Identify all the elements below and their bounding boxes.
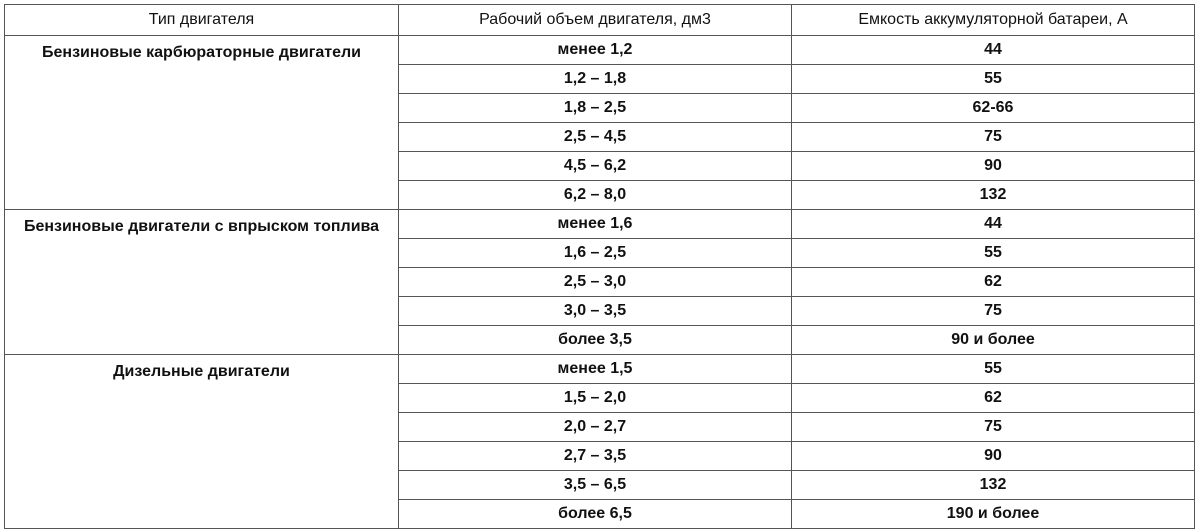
capacity-cell: 75 bbox=[792, 123, 1195, 152]
volume-cell: 2,0 – 2,7 bbox=[399, 413, 792, 442]
volume-cell: менее 1,5 bbox=[399, 355, 792, 384]
volume-cell: 6,2 – 8,0 bbox=[399, 181, 792, 210]
header-engine-volume: Рабочий объем двигателя, дм3 bbox=[399, 5, 792, 36]
volume-cell: 1,5 – 2,0 bbox=[399, 384, 792, 413]
capacity-cell: 90 bbox=[792, 152, 1195, 181]
capacity-cell: 90 bbox=[792, 442, 1195, 471]
engine-type-label: Бензиновые карбюраторные двигатели bbox=[42, 44, 361, 61]
volume-cell: менее 1,6 bbox=[399, 210, 792, 239]
battery-capacity-table bbox=[4, 4, 1195, 529]
volume-cell: 1,2 – 1,8 bbox=[399, 65, 792, 94]
volume-cell: 4,5 – 6,2 bbox=[399, 152, 792, 181]
header-engine-type: Тип двигателя bbox=[5, 5, 399, 36]
capacity-cell: 75 bbox=[792, 297, 1195, 326]
engine-type-label: Дизельные двигатели bbox=[113, 363, 290, 380]
volume-cell: 3,0 – 3,5 bbox=[399, 297, 792, 326]
header-row bbox=[5, 5, 1195, 36]
volume-cell: более 3,5 bbox=[399, 326, 792, 355]
capacity-cell: 44 bbox=[792, 36, 1195, 65]
table-row bbox=[5, 355, 1195, 384]
capacity-cell: 44 bbox=[792, 210, 1195, 239]
capacity-cell: 62 bbox=[792, 384, 1195, 413]
volume-cell: 2,7 – 3,5 bbox=[399, 442, 792, 471]
capacity-cell: 55 bbox=[792, 65, 1195, 94]
volume-cell: 3,5 – 6,5 bbox=[399, 471, 792, 500]
volume-cell: более 6,5 bbox=[399, 500, 792, 529]
volume-cell: 1,8 – 2,5 bbox=[399, 94, 792, 123]
capacity-cell: 132 bbox=[792, 471, 1195, 500]
table-row bbox=[5, 210, 1195, 239]
volume-cell: 1,6 – 2,5 bbox=[399, 239, 792, 268]
volume-cell: 2,5 – 4,5 bbox=[399, 123, 792, 152]
capacity-cell: 62-66 bbox=[792, 94, 1195, 123]
volume-cell: менее 1,2 bbox=[399, 36, 792, 65]
volume-cell: 2,5 – 3,0 bbox=[399, 268, 792, 297]
capacity-cell: 55 bbox=[792, 355, 1195, 384]
engine-type-cell bbox=[5, 210, 399, 355]
capacity-cell: 55 bbox=[792, 239, 1195, 268]
capacity-cell: 75 bbox=[792, 413, 1195, 442]
engine-type-cell bbox=[5, 355, 399, 529]
capacity-cell: 190 и более bbox=[792, 500, 1195, 529]
capacity-cell: 90 и более bbox=[792, 326, 1195, 355]
capacity-cell: 62 bbox=[792, 268, 1195, 297]
capacity-cell: 132 bbox=[792, 181, 1195, 210]
engine-type-cell bbox=[5, 36, 399, 210]
table-row bbox=[5, 36, 1195, 65]
header-battery-capacity: Емкость аккумуляторной батареи, А bbox=[792, 5, 1195, 36]
engine-type-label: Бензиновые двигатели с впрыском топлива bbox=[23, 218, 380, 235]
